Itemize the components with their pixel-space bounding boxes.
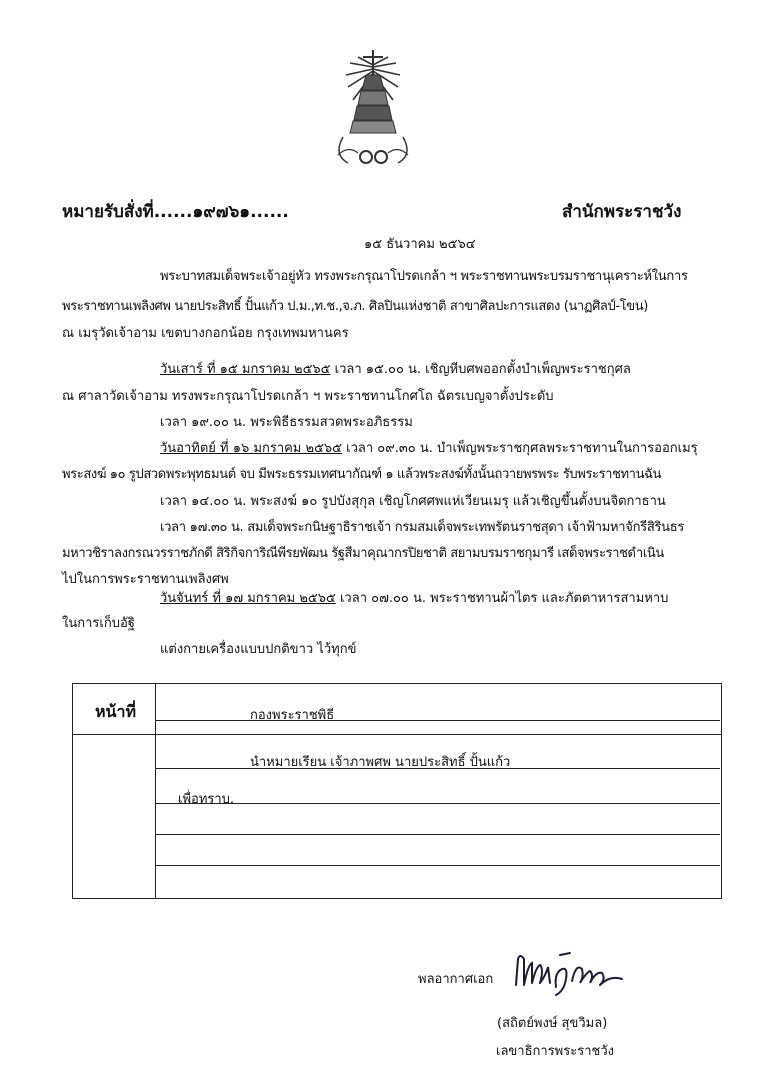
table-cell: นำหมายเรียน เจ้าภาพศพ นายประสิทธิ์ ปั้นแก้ว [250, 755, 511, 770]
schedule-line: ณ ศาลาวัดเจ้าอาม ทรงพระกรุณาโปรดเกล้า ฯ พระราชทานโกศโถ ฉัตรเบญจาตั้งประดับ [62, 389, 554, 404]
handwritten-signature [510, 945, 630, 997]
day-label: วันเสาร์ ที่ ๑๕ มกราคม ๒๕๖๕ [160, 362, 331, 377]
schedule-line [160, 437, 698, 458]
table-rule [155, 834, 720, 835]
schedule-line: มหาวชิราลงกรณวรราชภักดี สิริกิจการิณีพีรยพัฒน รัฐสีมาคุณากรปิยชาติ สยามบรมราชกุมารี เสด็จพระราชดำเนิน [62, 546, 664, 561]
dress-code: แต่งกายเครื่องแบบปกติขาว ไว้ทุกข์ [160, 642, 357, 657]
order-number: หมายรับสั่งที่......๑๙๗๖๑...... [62, 202, 289, 222]
table-cell: กองพระราชพิธี [250, 708, 335, 723]
day-label: วันอาทิตย์ ที่ ๑๖ มกราคม ๒๕๖๕ [160, 441, 343, 456]
schedule-line [160, 587, 668, 608]
signer-name: (สถิตย์พงษ์ สุขวิมล) [497, 1016, 608, 1031]
schedule-line: พระสงฆ์ ๑๐ รูปสวดพระพุทธมนต์ จบ มีพระธรรมเทศนากัณฑ์ ๑ แล้วพระสงฆ์ทั้งนั้นถวายพรพระ รับพระราชทานฉัน [62, 467, 662, 482]
schedule-text: เวลา ๐๙.๓๐ น. บำเพ็ญพระราชกุศลพระราชทานในการออกเมรุ [342, 441, 698, 456]
intro-line: พระราชทานเพลิงศพ นายประสิทธิ์ ปั้นแก้ว ป.ม.,ท.ช.,จ.ภ. ศิลปินแห่งชาติ สาขาศิลปะการแสดง (นาฏศิลป์-โขน) [62, 299, 648, 314]
table-header: หน้าที่ [95, 702, 137, 721]
schedule-line [160, 358, 631, 379]
table-rule [155, 720, 720, 721]
schedule-line: ไปในการพระราชทานเพลิงศพ [62, 572, 229, 587]
royal-emblem-icon [328, 45, 418, 175]
schedule-text: เวลา ๐๗.๐๐ น. พระราชทานผ้าไตร และภัตตาหารสามหาบ [335, 591, 669, 606]
table-border [72, 898, 722, 899]
table-rule [155, 865, 720, 866]
schedule-text: เวลา ๑๕.๐๐ น. เชิญหีบศพออกตั้งบำเพ็ญพระราชกุศล [330, 362, 631, 377]
table-border [72, 683, 73, 898]
signer-rank: พลอากาศเอก [418, 972, 494, 987]
signer-position: เลขาธิการพระราชวัง [496, 1044, 614, 1059]
schedule-line: เวลา ๑๙.๐๐ น. พระพิธีธรรมสวดพระอภิธรรม [160, 415, 413, 430]
day-label: วันจันทร์ ที่ ๑๗ มกราคม ๒๕๖๕ [160, 591, 336, 606]
table-cell: เพื่อทราบ. [178, 792, 235, 807]
schedule-line: เวลา ๑๗.๓๐ น. สมเด็จพระกนิษฐาธิราชเจ้า กรมสมเด็จพระเทพรัตนราชสุดา เจ้าฟ้ามหาจักรีสิรินธร [160, 520, 685, 535]
table-rule [155, 803, 720, 804]
document-date: ๑๕ ธันวาคม ๒๕๖๔ [364, 237, 476, 252]
schedule-line: เวลา ๑๔.๐๐ น. พระสงฆ์ ๑๐ รูปบังสุกุล เชิญโกศศพแห่เวียนเมรุ แล้วเชิญขึ้นตั้งบนจิตกาธาน [160, 494, 666, 509]
table-border [721, 683, 722, 898]
schedule-line: ในการเก็บอัฐิ [62, 616, 135, 631]
intro-line: พระบาทสมเด็จพระเจ้าอยู่หัว ทรงพระกรุณาโปรดเกล้า ฯ พระราชทานพระบรมราชานุเคราะห์ในการ [160, 269, 688, 284]
office-name: สำนักพระราชวัง [562, 202, 682, 222]
table-border [72, 683, 722, 684]
intro-line: ณ เมรุวัดเจ้าอาม เขตบางกอกน้อย กรุงเทพมหานคร [62, 326, 349, 341]
table-border [72, 734, 722, 735]
